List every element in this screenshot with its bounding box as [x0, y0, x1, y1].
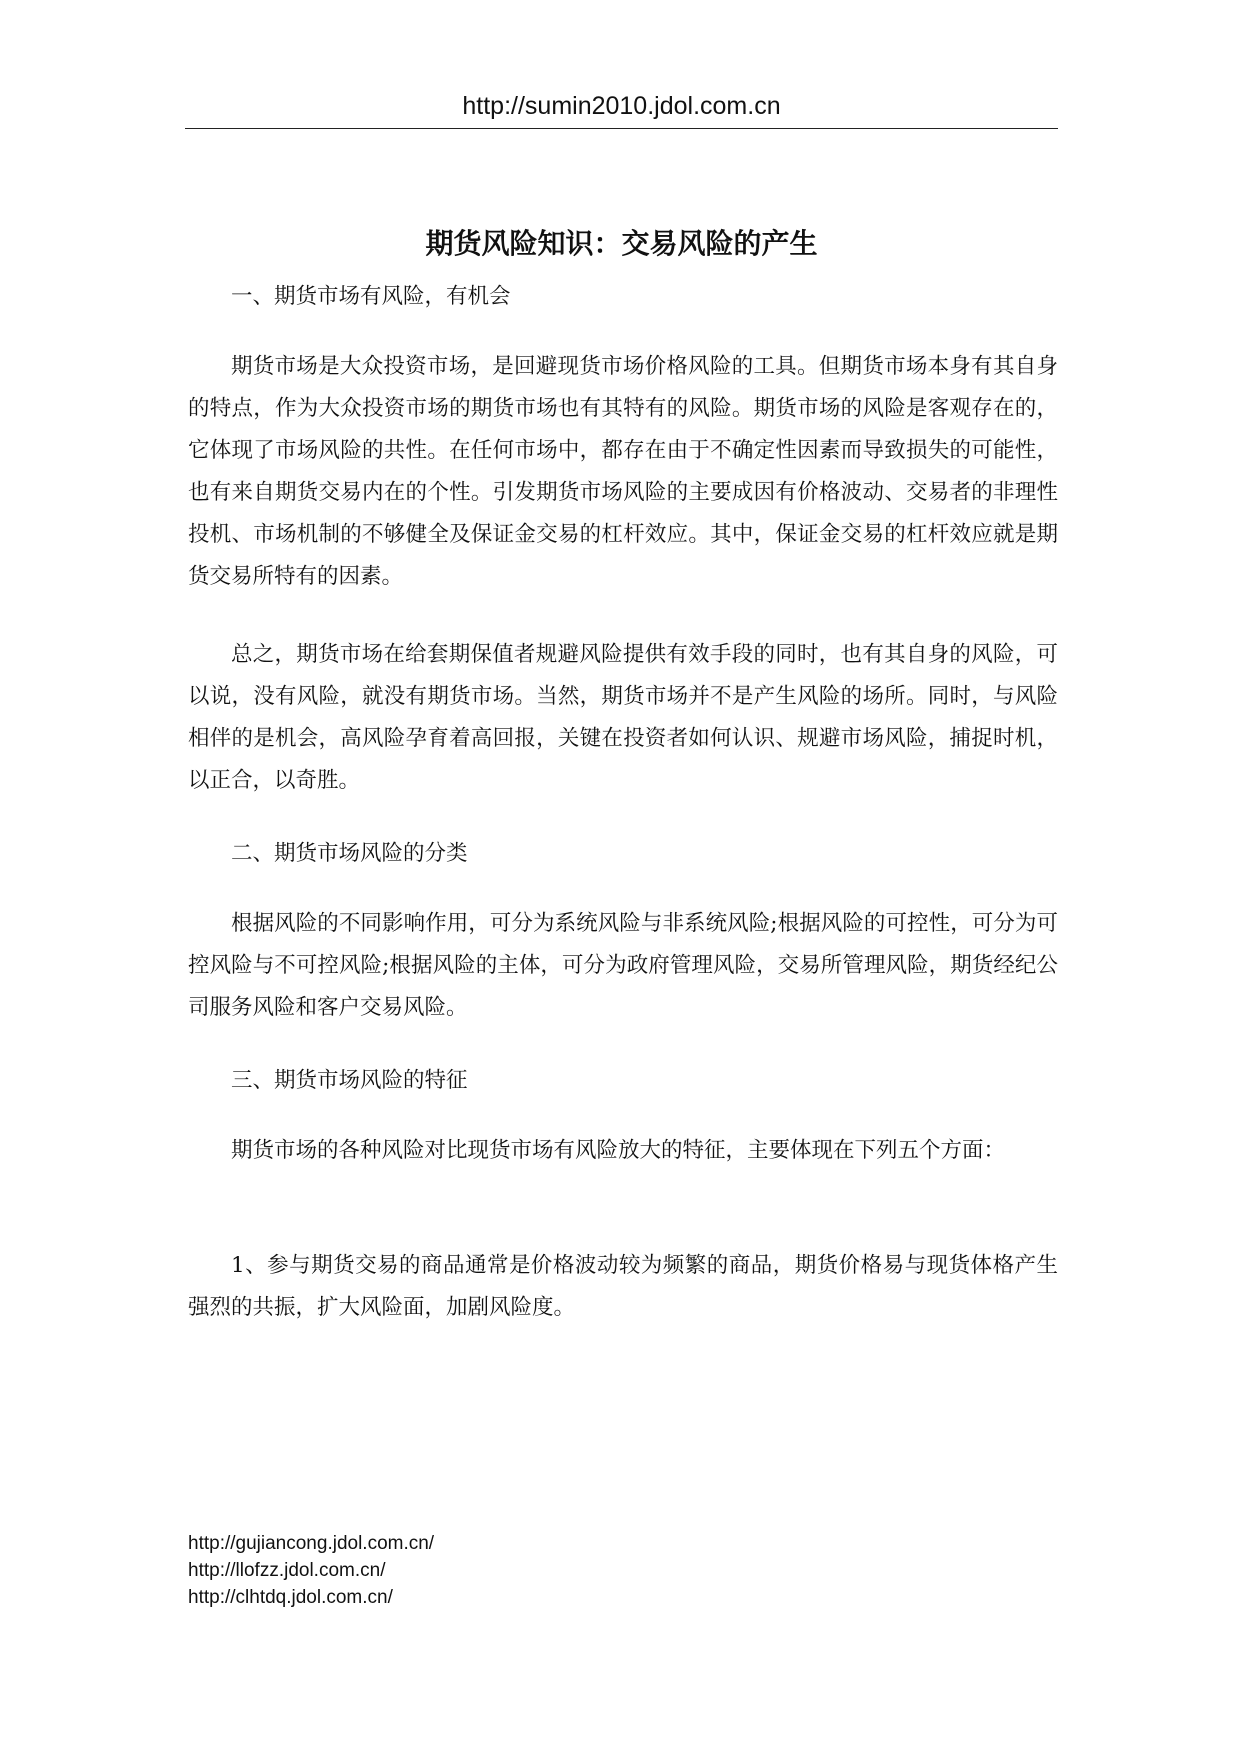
footer-link-3[interactable]: http://clhtdq.jdol.com.cn/ [188, 1587, 393, 1608]
footer-link-2[interactable]: http://llofzz.jdol.com.cn/ [188, 1560, 386, 1581]
paragraph-3: 根据风险的不同影响作用，可分为系统风险与非系统风险;根据风险的可控性，可分为可控风险与不可控风险;根据风险的主体，可分为政府管理风险，交易所管理风险，期货经纪公司服务风险和客户交易风险。 [188, 911, 1058, 1020]
section-heading-3: 三、期货市场风险的特征 [231, 1068, 468, 1093]
paragraph-4: 期货市场的各种风险对比现货市场有风险放大的特征，主要体现在下列五个方面： [231, 1138, 1006, 1163]
document-title: 期货风险知识：交易风险的产生 [425, 227, 818, 260]
footer-links [188, 1530, 788, 1611]
section-heading-1: 一、期货市场有风险，有机会 [231, 284, 511, 309]
paragraph-5: 1、参与期货交易的商品通常是价格波动较为频繁的商品，期货价格易与现货体格产生强烈的共振，扩大风险面，加剧风险度。 [188, 1253, 1058, 1320]
header-url: http://sumin2010.jdol.com.cn [462, 92, 781, 120]
paragraph-1: 期货市场是大众投资市场，是回避现货市场价格风险的工具。但期货市场本身有其自身的特点，作为大众投资市场的期货市场也有其特有的风险。期货市场的风险是客观存在的，它体现了市场风险的共性。在任何市场中，都存在由于不确定性因素而导致损失的可能性，也有来自期货交易内在的个性。引发期货市场风险的主要成因有价格波动、交易者的非理性投机、市场机制的不够健全及保证金交易的杠杆效应。其中，保证金交易的杠杆效应就是期货交易所特有的因素。 [188, 354, 1058, 589]
footer-link-1[interactable]: http://gujiancong.jdol.com.cn/ [188, 1533, 435, 1554]
paragraph-2: 总之，期货市场在给套期保值者规避风险提供有效手段的同时，也有其自身的风险，可以说，没有风险，就没有期货市场。当然，期货市场并不是产生风险的场所。同时，与风险相伴的是机会，高风险孕育着高回报，关键在投资者如何认识、规避市场风险，捕捉时机，以正合，以奇胜。 [188, 642, 1058, 793]
section-heading-2: 二、期货市场风险的分类 [231, 841, 468, 866]
header-divider [185, 128, 1058, 129]
